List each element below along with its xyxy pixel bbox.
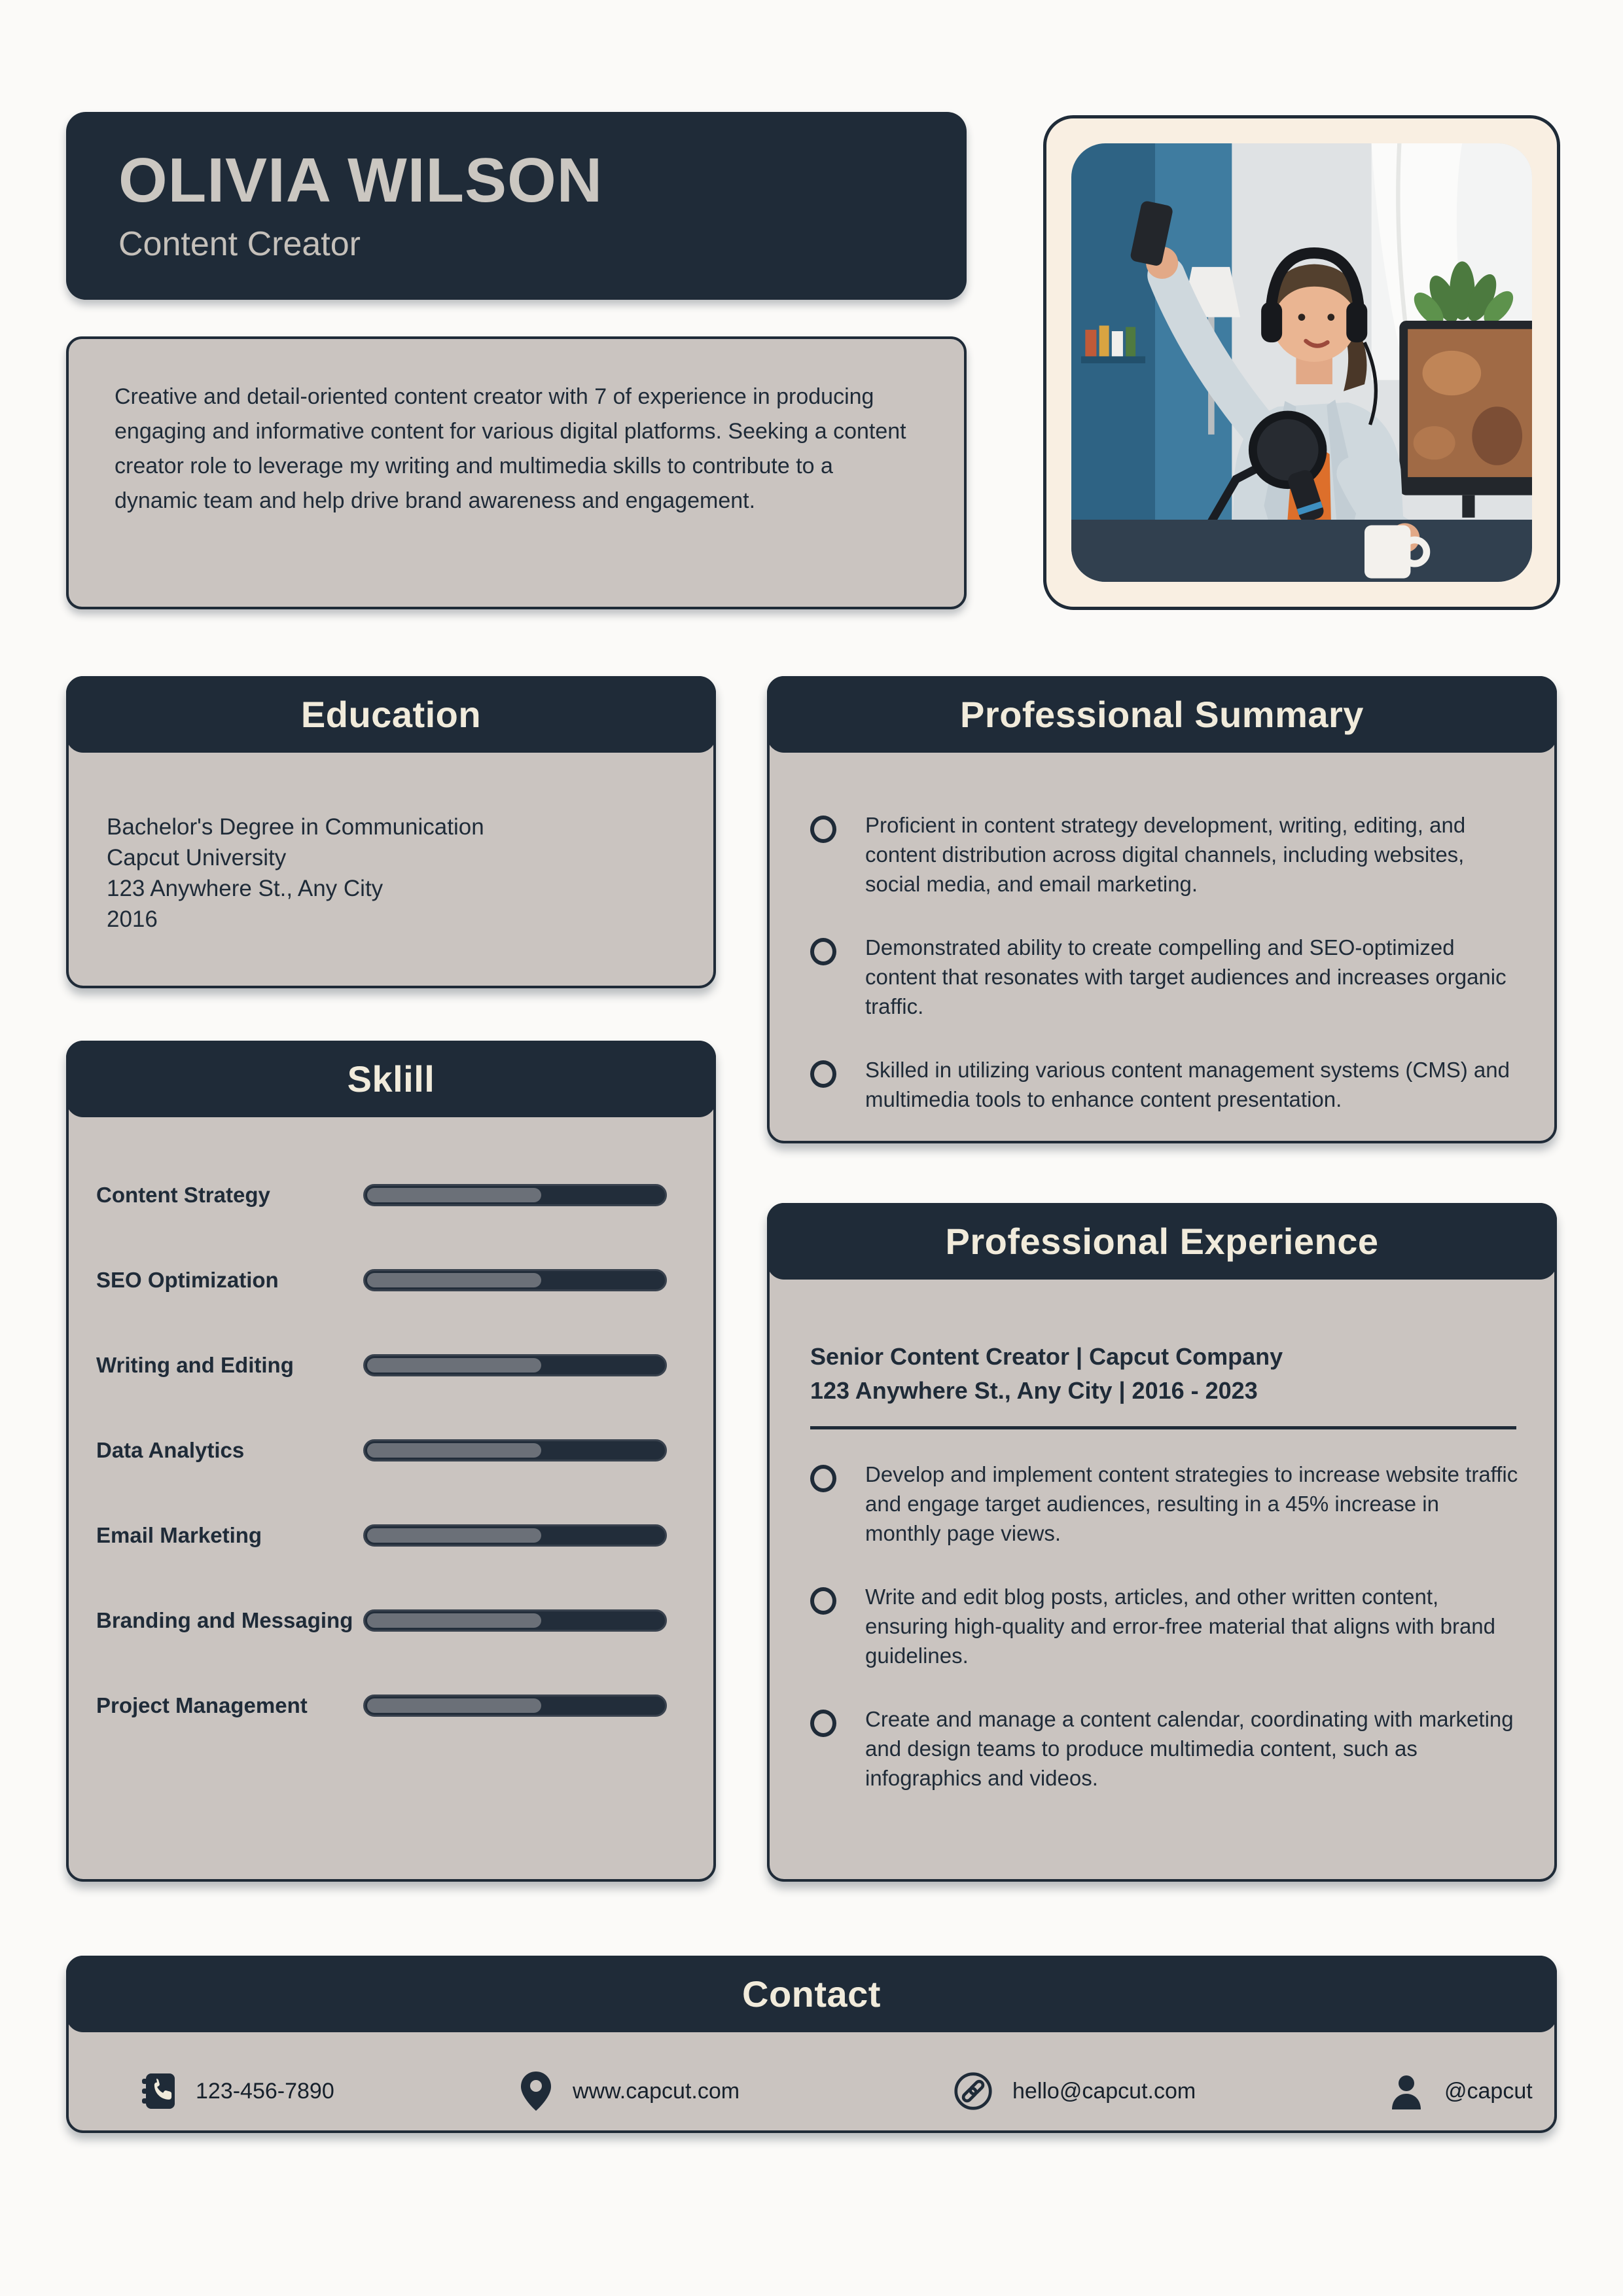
experience-section (767, 1203, 1557, 1882)
skill-label: Email Marketing (96, 1523, 262, 1547)
education-title: Education (300, 694, 482, 735)
contact-email (954, 2063, 1196, 2119)
summary-bullet (810, 810, 1520, 899)
education-body (69, 755, 713, 935)
contact-email-text: hello@capcut.com (1012, 2078, 1196, 2104)
skill-bar-track (363, 1269, 667, 1291)
profile-photo-frame (1043, 115, 1560, 610)
experience-title: Professional Experience (945, 1221, 1379, 1262)
experience-bullet (810, 1460, 1520, 1548)
experience-bullet-text: Develop and implement content strategies to increase website traffic and engage target audiences, resulting in a 45% increase in monthly page views. (865, 1462, 1518, 1545)
contact-phone-text: 123-456-7890 (196, 2078, 334, 2104)
person-name: OLIVIA WILSON (118, 145, 603, 216)
experience-bullet (810, 1582, 1520, 1670)
user-icon (1388, 2072, 1425, 2111)
skill-row (69, 1601, 713, 1640)
experience-body (770, 1282, 1554, 1827)
location-icon (519, 2070, 553, 2112)
skill-bar-fill (367, 1698, 541, 1713)
skill-row (69, 1346, 713, 1385)
skill-label: Writing and Editing (96, 1353, 294, 1377)
bullet-circle-icon (810, 1710, 836, 1737)
skill-bar-fill (367, 1273, 541, 1287)
skill-bar-fill (367, 1188, 541, 1202)
skill-bar-fill (367, 1613, 541, 1628)
summary-bullet (810, 933, 1520, 1021)
intro-summary-box (66, 336, 967, 609)
experience-bullet (810, 1704, 1520, 1793)
skill-row (69, 1686, 713, 1725)
skill-bar-track (363, 1609, 667, 1632)
contact-header (66, 1956, 1557, 2032)
person-job-title: Content Creator (118, 224, 361, 263)
experience-header (767, 1203, 1557, 1280)
skills-title: Sklill (347, 1058, 435, 1100)
education-address: 123 Anywhere St., Any City (107, 876, 383, 901)
skill-bar-fill (367, 1358, 541, 1372)
skill-row (69, 1431, 713, 1470)
professional-summary-title: Professional Summary (960, 694, 1364, 735)
skill-bar-track (363, 1695, 667, 1717)
education-year: 2016 (107, 906, 158, 932)
experience-meta: 123 Anywhere St., Any City | 2016 - 2023 (810, 1377, 1258, 1404)
skill-row (69, 1516, 713, 1555)
skill-label: Project Management (96, 1693, 308, 1717)
contact-section (66, 1956, 1557, 2133)
contact-phone (142, 2063, 334, 2119)
skill-label: Content Strategy (96, 1183, 270, 1207)
bullet-circle-icon (810, 1060, 836, 1088)
profile-photo (1071, 143, 1532, 582)
experience-bullet-text: Write and edit blog posts, articles, and other written content, ensuring high-quality and error-free material that aligns with brand guidelines. (865, 1585, 1496, 1668)
skill-bar-fill (367, 1443, 541, 1458)
bullet-circle-icon (810, 816, 836, 843)
education-school: Capcut University (107, 845, 287, 870)
phone-icon (142, 2072, 176, 2110)
skill-label: Data Analytics (96, 1438, 245, 1462)
bullet-circle-icon (810, 1587, 836, 1615)
profile-photo-illustration (1071, 143, 1532, 582)
professional-summary-section (767, 676, 1557, 1143)
contact-website-text: www.capcut.com (573, 2078, 740, 2104)
experience-divider (810, 1426, 1516, 1429)
skill-bar-track (363, 1184, 667, 1206)
skills-header (66, 1041, 716, 1117)
header-box (66, 112, 967, 300)
professional-summary-body (770, 755, 1554, 1148)
skill-bar-fill (367, 1528, 541, 1543)
skills-section (66, 1041, 716, 1882)
summary-bullet (810, 1055, 1520, 1114)
intro-summary-text: Creative and detail-oriented content creator with 7 of experience in producing engaging and informative content for various digital platforms. Seeking a content creator role to leverage my writing and multimedia skills to contribute to a dynamic team and help drive brand awareness and engagement. (115, 384, 906, 513)
summary-bullet-text: Proficient in content strategy development, writing, editing, and content distribution across digital channels, including websites, social media, and email marketing. (865, 813, 1466, 896)
bullet-circle-icon (810, 938, 836, 965)
skill-bar-track (363, 1354, 667, 1376)
education-degree: Bachelor's Degree in Communication (107, 814, 484, 840)
skill-row (69, 1261, 713, 1300)
summary-bullet-text: Demonstrated ability to create compelling and SEO-optimized content that resonates with target audiences and increases organic traffic. (865, 935, 1507, 1018)
link-icon (954, 2072, 993, 2111)
summary-bullet-text: Skilled in utilizing various content management systems (CMS) and multimedia tools to enhance content presentation. (865, 1058, 1510, 1111)
contact-title: Contact (742, 1973, 881, 2015)
skill-bar-track (363, 1439, 667, 1462)
contact-handle-text: @capcut (1444, 2078, 1533, 2104)
contact-handle (1388, 2063, 1533, 2119)
skill-label: SEO Optimization (96, 1268, 279, 1292)
skill-row (69, 1175, 713, 1215)
contact-website (519, 2063, 740, 2119)
experience-role: Senior Content Creator | Capcut Company (810, 1343, 1283, 1370)
skill-label: Branding and Messaging (96, 1608, 353, 1632)
experience-bullet-text: Create and manage a content calendar, coordinating with marketing and design teams to produce multimedia content, such as infographics and videos. (865, 1707, 1514, 1790)
education-section (66, 676, 716, 988)
skill-bar-track (363, 1524, 667, 1547)
bullet-circle-icon (810, 1465, 836, 1492)
education-header (66, 676, 716, 753)
professional-summary-header (767, 676, 1557, 753)
